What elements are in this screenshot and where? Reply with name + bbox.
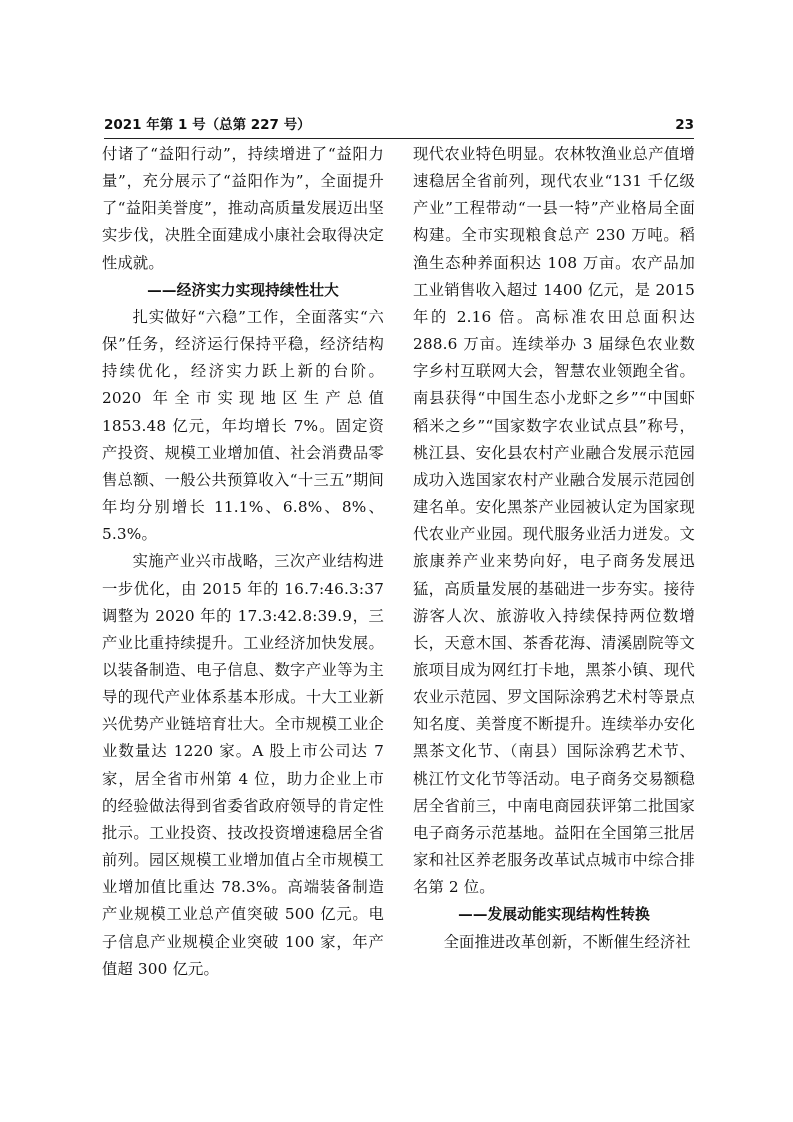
page-number: 23 <box>675 117 694 133</box>
paragraph: 付诸了“益阳行动”，持续增进了“益阳力量”，充分展示了“益阳作为”，全面提升了“益阳美誉度”，推动高质量发展迈出坚实步伐，决胜全面建成小康社会取得决定性成就。 <box>102 145 384 272</box>
paragraph: 实施产业兴市战略，三次产业结构进一步优化，由 2015 年的 16.7:46.3:37 调整为 2020 年的 17.3:42.8:39.9，三产业比重持续提升。工业经济加快发展。以装备制造、电子信息、数字产业等为主导的现代产业体系基本形成。十大工业新兴优势产业链培育壮大。全市规模工业企业数量达 1220 家。A 股上市公司达 7 家，居全省市州第 4 位，助力企业上市的经验做法得到省委省政府领导的肯定性批示。工业投资、技改投资增速稳居全省前列。园区规模工业增加值占全市规模工业增加值比重达 78.3%。高端装备制造产业规模工业总产值突破 500 亿元。电子信息产业规模企业突破 100 家，年产值超 300 亿元。 <box>102 552 384 978</box>
paragraph: 现代农业特色明显。农林牧渔业总产值增速稳居全省前列，现代农业“131 千亿级产业”工程带动“一县一特”产业格局全面构建。全市实现粮食总产 230 万吨。稻渔生态种养面积达 108 万亩。农产品加工业销售收入超过 1400 亿元，是 2015 年的 2.16 倍。高标准农田总面积达 288.6 万亩。连续举办 3 届绿色农业数字乡村互联网大会，智慧农业领跑全省。南县获得“中国生态小龙虾之乡”“中国虾稻米之乡”“国家数字农业试点县”称号，桃江县、安化县农村产业融合发展示范园成功入选国家农村产业融合发展示范园创建名单。安化黑茶产业园被认定为国家现代农业产业园。现代服务业活力迸发。文旅康养产业来势向好，电子商务发展迅猛，高质量发展的基础进一步夯实。接待游客人次、旅游收入持续保持两位数增长，天意木国、茶香花海、清溪剧院等文旅项目成为网红打卡地，黑茶小镇、现代农业示范园、罗文国际涂鸦艺术村等景点知名度、美誉度不断提升。连续举办安化黑茶文化节、（南县）国际涂鸦艺术节、桃江竹文化节等活动。电子商务交易额稳居全省前三，中南电商园获评第二批国家电子商务示范基地。益阳在全国第三批居家和社区养老服务改革试点城市中综合排名第 2 位。 <box>413 145 695 897</box>
section-heading: ——经济实力实现持续性壮大 <box>147 281 339 299</box>
section-heading: ——发展动能实现结构性转换 <box>458 906 650 924</box>
paragraph: 全面推进改革创新，不断催生经济社 <box>443 932 691 951</box>
right-column <box>413 141 695 956</box>
issue-label: 2021 年第 1 号（总第 227 号） <box>104 117 311 133</box>
paragraph: 扎实做好“六稳”工作，全面落实“六保”任务，经济运行保持平稳，经济结构持续优化，经济实力跃上新的台阶。2020 年全市实现地区生产总值 1853.48 亿元，年均增长 7%。固定资产投资、规模工业增加值、社会消费品零售总额、一般公共预算收入“十三五”期间年均分别增长 11.1%、6.8%、8%、5.3%。 <box>102 307 384 544</box>
page-header <box>104 114 694 139</box>
left-column <box>102 141 384 983</box>
